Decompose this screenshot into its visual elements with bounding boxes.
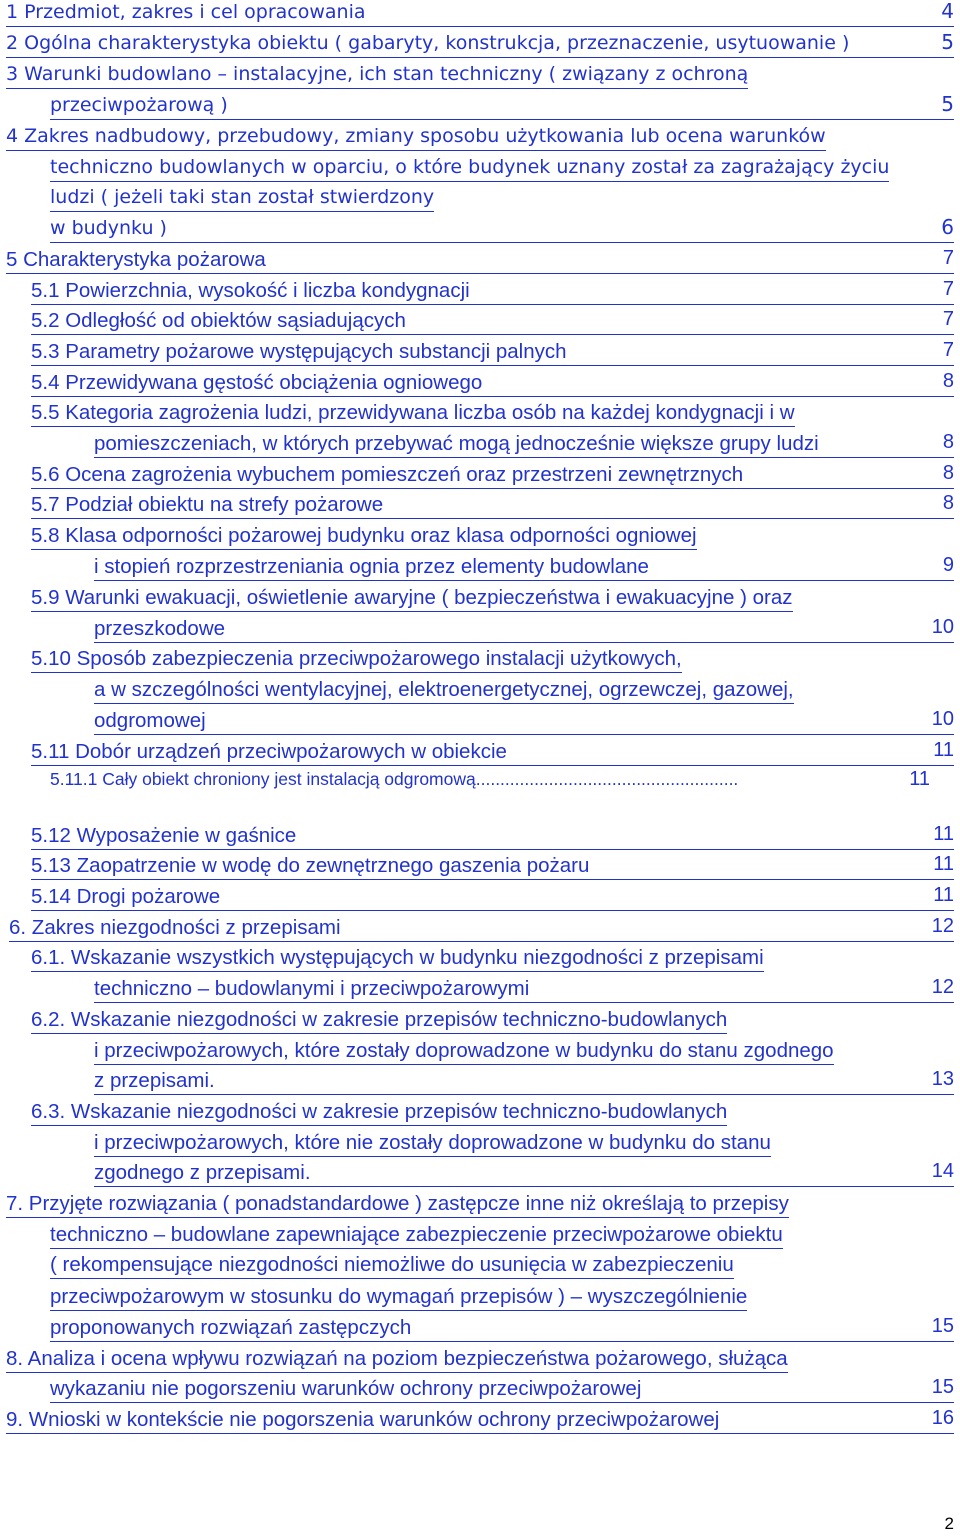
- toc-entry-line[interactable]: [0, 554, 960, 584]
- toc-entry-text[interactable]: 5.5 Kategoria zagrożenia ludzi, przewidywana liczba osób na każdej kondygnacji i w: [31, 399, 795, 427]
- toc-entry-text[interactable]: wykazaniu nie pogorszeniu warunków ochrony przeciwpożarowej: [50, 1377, 642, 1400]
- toc-entry-text[interactable]: 5.2 Odległość od obiektów sąsiadujących: [31, 309, 406, 332]
- toc-entry-line[interactable]: [0, 1099, 960, 1129]
- toc-entry-text[interactable]: i przeciwpożarowych, które nie zostały doprowadzone w budynku do stanu: [94, 1129, 771, 1157]
- toc-entry-line[interactable]: [0, 1315, 960, 1345]
- toc-entry-line[interactable]: [0, 1038, 960, 1068]
- toc-page-number[interactable]: 5: [941, 29, 954, 58]
- toc-leader-line: [31, 518, 954, 519]
- toc-page-number[interactable]: 11: [933, 882, 954, 911]
- toc-page-number[interactable]: 10: [932, 706, 954, 735]
- toc-page-number[interactable]: 8: [943, 490, 954, 519]
- toc-entry-text[interactable]: 6.3. Wskazanie niezgodności w zakresie przepisów techniczno-budowlanych: [31, 1098, 727, 1126]
- toc-entry-text[interactable]: 5.7 Podział obiektu na strefy pożarowe: [31, 493, 384, 516]
- toc-entry-text[interactable]: 6.1. Wskazanie wszystkich występujących w budynku niezgodności z przepisami: [31, 944, 764, 972]
- toc-leader-line: [94, 580, 954, 581]
- toc-page-number[interactable]: 11: [933, 851, 954, 880]
- toc-entry-text[interactable]: odgromowej: [94, 709, 206, 732]
- toc-page-number[interactable]: 6: [941, 214, 954, 243]
- toc-entry-text[interactable]: 5.8 Klasa odporności pożarowej budynku oraz klasa odporności ogniowej: [31, 522, 697, 550]
- toc-entry-text[interactable]: 6. Zakres niezgodności z przepisami: [9, 916, 341, 939]
- toc-leader-line: [94, 1002, 954, 1003]
- toc-page-number[interactable]: 7: [943, 306, 954, 335]
- toc-leader-line: [50, 1341, 954, 1342]
- toc-leader-line: [6, 26, 954, 27]
- toc-entry-line[interactable]: [0, 1068, 960, 1098]
- toc-page-number[interactable]: 7: [943, 245, 954, 274]
- toc-entry-line[interactable]: [0, 1007, 960, 1037]
- toc-entry-text[interactable]: z przepisami.: [94, 1069, 215, 1092]
- toc-entry-line[interactable]: [0, 739, 960, 769]
- toc-entry-line[interactable]: [0, 1284, 960, 1314]
- toc-entry-line[interactable]: [0, 216, 960, 246]
- toc-page-number[interactable]: 8: [943, 368, 954, 397]
- toc-entry-text[interactable]: a w szczególności wentylacyjnej, elektroenergetycznej, ogrzewczej, gazowej,: [94, 676, 794, 704]
- toc-entry-line[interactable]: [0, 1407, 960, 1437]
- toc-entry-text[interactable]: 5.4 Przewidywana gęstość obciążenia ogniowego: [31, 371, 483, 394]
- toc-entry-text[interactable]: ( rekompensujące niezgodności niemożliwe do usunięcia w zabezpieczeniu: [50, 1251, 734, 1279]
- toc-leader-line: [6, 1433, 954, 1434]
- toc-entry-text[interactable]: 6.2. Wskazanie niezgodności w zakresie przepisów techniczno-budowlanych: [31, 1006, 727, 1034]
- toc-leader-line: [94, 1186, 954, 1187]
- toc-entry-text[interactable]: 5.12 Wyposażenie w gaśnice: [31, 824, 297, 847]
- toc-entry-text[interactable]: techniczno – budowlanymi i przeciwpożarowymi: [94, 977, 530, 1000]
- toc-entry-line[interactable]: [0, 1252, 960, 1282]
- toc-entry-line[interactable]: [0, 976, 960, 1006]
- toc-entry-line[interactable]: [0, 62, 960, 92]
- toc-entry-line[interactable]: [0, 431, 960, 461]
- toc-entry-text[interactable]: 3 Warunki budowlano – instalacyjne, ich stan techniczny ( związany z ochroną: [6, 61, 748, 89]
- toc-page-number[interactable]: 15: [932, 1313, 954, 1342]
- toc-leader-line: [94, 734, 954, 735]
- toc-page-number[interactable]: 16: [932, 1405, 954, 1434]
- toc-page-number[interactable]: 8: [943, 460, 954, 489]
- toc-entry-line[interactable]: [0, 853, 960, 883]
- toc-leader-line: [31, 879, 954, 880]
- toc-entry-line[interactable]: [0, 370, 960, 400]
- toc-entry-text[interactable]: 5.3 Parametry pożarowe występujących substancji palnych: [31, 340, 567, 363]
- toc-page-number[interactable]: 10: [932, 614, 954, 643]
- toc-entry-text[interactable]: 5.1 Powierzchnia, wysokość i liczba kondygnacji: [31, 279, 470, 302]
- toc-entry-text[interactable]: proponowanych rozwiązań zastępczych: [50, 1316, 412, 1339]
- toc-entry-text[interactable]: techniczno – budowlane zapewniające zabezpieczenie przeciwpożarowe obiektu: [50, 1221, 783, 1249]
- toc-leader-line: [31, 488, 954, 489]
- toc-entry-line[interactable]: [0, 1346, 960, 1376]
- toc-entry-text[interactable]: 9. Wnioski w kontekście nie pogorszenia warunków ochrony przeciwpożarowej: [6, 1408, 720, 1431]
- toc-entry-line[interactable]: [0, 523, 960, 553]
- toc-leader-line: [6, 273, 954, 274]
- toc-entry-line[interactable]: [0, 339, 960, 369]
- toc-page-number[interactable]: 14: [932, 1158, 954, 1187]
- toc-entry-line[interactable]: [0, 492, 960, 522]
- toc-entry-line[interactable]: [0, 616, 960, 646]
- toc-entry-line[interactable]: [0, 0, 960, 30]
- toc-page-number[interactable]: 11: [909, 768, 930, 790]
- toc-leader-line: [50, 1402, 954, 1403]
- toc-entry-line[interactable]: [0, 1191, 960, 1221]
- toc-entry-line[interactable]: [0, 400, 960, 430]
- toc-entry-line[interactable]: [0, 915, 960, 945]
- toc-entry-line[interactable]: [0, 646, 960, 676]
- toc-page-number[interactable]: 13: [932, 1066, 954, 1095]
- toc-entry-line[interactable]: [0, 767, 960, 797]
- toc-entry-line[interactable]: [0, 124, 960, 154]
- toc-leader-line: [31, 304, 954, 305]
- toc-entry-text[interactable]: ludzi ( jeżeli taki stan został stwierdzony: [50, 184, 434, 212]
- toc-entry-text[interactable]: 5.14 Drogi pożarowe: [31, 885, 221, 908]
- toc-entry-text[interactable]: pomieszczeniach, w których przebywać mogą jednocześnie większe grupy ludzi: [94, 432, 819, 455]
- toc-leader-line: [50, 119, 954, 120]
- toc-entry-line[interactable]: [0, 884, 960, 914]
- toc-leader-line: [31, 910, 954, 911]
- toc-entry-text[interactable]: 5.9 Warunki ewakuacji, oświetlenie awaryjne ( bezpieczeństwa i ewakuacyjne ) oraz: [31, 584, 793, 612]
- toc-entry-line[interactable]: [0, 677, 960, 707]
- toc-entry-line[interactable]: [0, 585, 960, 615]
- toc-entry-text[interactable]: 5 Charakterystyka pożarowa: [6, 248, 266, 271]
- toc-entry-line[interactable]: [0, 247, 960, 277]
- toc-entry-line[interactable]: [0, 155, 960, 185]
- toc-entry-line[interactable]: [0, 708, 960, 738]
- toc-page-number[interactable]: 8: [943, 429, 954, 458]
- toc-page-number[interactable]: 7: [943, 276, 954, 305]
- toc-leader-line: [31, 396, 954, 397]
- toc-entry-line[interactable]: [0, 1376, 960, 1406]
- toc-page-number[interactable]: 12: [932, 913, 954, 942]
- toc-page-number[interactable]: 5: [941, 91, 954, 120]
- toc-entry-text[interactable]: 7. Przyjęte rozwiązania ( ponadstandardowe ) zastępcze inne niż określają to przepisy: [6, 1190, 789, 1218]
- toc-entry-text[interactable]: 5.6 Ocena zagrożenia wybuchem pomieszczeń oraz przestrzeni zewnętrznych: [31, 463, 744, 486]
- toc-entry-text[interactable]: 4 Zakres nadbudowy, przebudowy, zmiany sposobu użytkowania lub ocena warunków: [6, 123, 826, 151]
- toc-entry-text[interactable]: zgodnego z przepisami.: [94, 1161, 311, 1184]
- toc-page-number[interactable]: 15: [932, 1374, 954, 1403]
- toc-entry-text[interactable]: 5.13 Zaopatrzenie w wodę do zewnętrznego gaszenia pożaru: [31, 854, 590, 877]
- toc-entry-line[interactable]: [0, 462, 960, 492]
- toc-entry-text[interactable]: 1 Przedmiot, zakres i cel opracowania: [6, 1, 366, 23]
- toc-entry-text[interactable]: techniczno budowlanych w oparciu, o które budynek uznany został za zagrażający życiu: [50, 154, 889, 182]
- toc-entry-text[interactable]: i stopień rozprzestrzeniania ognia przez elementy budowlane: [94, 555, 649, 578]
- toc-leader-line: [50, 242, 954, 243]
- toc-leader-line: [94, 1094, 954, 1095]
- toc-leader-line: [94, 642, 954, 643]
- toc-entry-text[interactable]: przeciwpożarowym w stosunku do wymagań przepisów ) – wyszczególnienie: [50, 1283, 747, 1311]
- toc-page-number[interactable]: 12: [932, 974, 954, 1003]
- toc-leader-line: [31, 334, 954, 335]
- toc-entry-text[interactable]: 8. Analiza i ocena wpływu rozwiązań na poziom bezpieczeństwa pożarowego, służąca: [6, 1345, 788, 1373]
- toc-entry-line[interactable]: [0, 823, 960, 853]
- toc-page-number[interactable]: 7: [943, 337, 954, 366]
- toc-leader-line: [94, 457, 954, 458]
- toc-leader-line: [31, 365, 954, 366]
- toc-leader-line: [31, 849, 954, 850]
- toc-entry-text[interactable]: przeciwpożarową ): [50, 94, 228, 116]
- toc-entry-line[interactable]: [0, 278, 960, 308]
- toc-entry-text[interactable]: 5.10 Sposób zabezpieczenia przeciwpożarowego instalacji użytkowych,: [31, 645, 682, 673]
- toc-entry-line[interactable]: [0, 1222, 960, 1252]
- toc-page-number[interactable]: 11: [933, 737, 954, 766]
- toc-entry-line[interactable]: [0, 1160, 960, 1190]
- toc-entry-line[interactable]: [0, 93, 960, 123]
- toc-entry-line[interactable]: [0, 1130, 960, 1160]
- toc-entry-text[interactable]: 2 Ogólna charakterystyka obiektu ( gabaryty, konstrukcja, przeznaczenie, usytuowanie ): [6, 32, 850, 54]
- toc-leader-line: [6, 57, 954, 58]
- toc-page-number[interactable]: 9: [943, 552, 954, 581]
- toc-page-number[interactable]: 11: [933, 821, 954, 850]
- page-number: 2: [944, 1514, 954, 1533]
- toc-entry-line[interactable]: [0, 308, 960, 338]
- toc-page-number[interactable]: 4: [941, 0, 954, 27]
- toc-entry-line[interactable]: [0, 945, 960, 975]
- toc-entry-line[interactable]: [0, 185, 960, 215]
- toc-entry-line[interactable]: [0, 31, 960, 61]
- toc-entry-text[interactable]: i przeciwpożarowych, które zostały doprowadzone w budynku do stanu zgodnego: [94, 1037, 834, 1065]
- toc-entry-text[interactable]: 5.11 Dobór urządzeń przeciwpożarowych w obiekcie: [31, 740, 507, 763]
- toc-leader-line: [9, 941, 954, 942]
- toc-entry-text[interactable]: w budynku ): [50, 217, 167, 239]
- toc-entry-text[interactable]: przeszkodowe: [94, 617, 226, 640]
- toc-entry-text[interactable]: 5.11.1 Cały obiekt chroniony jest instalacją odgromową......................................................: [50, 769, 739, 789]
